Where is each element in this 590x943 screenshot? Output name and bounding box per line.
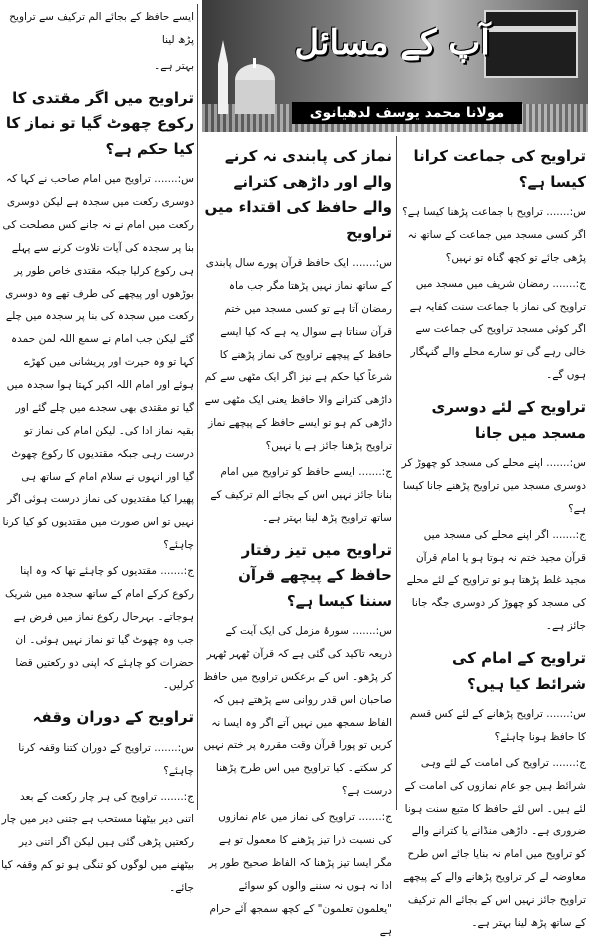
column-divider <box>197 4 198 810</box>
kaaba-band <box>486 26 576 32</box>
answer-text: ج:....... تراویح کی ہر چار رکعت کے بعد اتنی دیر بیٹھنا مستحب ہے جتنی دیر میں چار رکعتیں پڑھی گئی ہیں لیکن اگر اتنی دیر بیٹھنے میں لوگوں کو تنگی ہو تو کم وقفہ کیا جائے۔ <box>1 790 194 894</box>
mosque-minaret-icon <box>210 34 280 114</box>
answer-text: ج:....... مقتدیوں کو چاہئے تھا کہ وہ اپنا رکوع کرکے امام کے ساتھ سجدہ میں شریک ہوجاتے۔ بہرحال رکوع نماز میں فرض ہے جب وہ چھوٹ گیا تو نماز نہیں ہوئی۔ ان حضرات کو چاہئے کہ اپنی دو رکعتیں قضا کرلیں۔ <box>5 565 194 692</box>
question-heading: تراویح کی جماعت کرانا کیسا ہے؟ <box>413 147 586 191</box>
question-heading: تراویح میں تیز رفتار حافظ کے پیچھے قرآن سننا کیسا ہے؟ <box>238 540 392 610</box>
column-divider <box>396 136 397 810</box>
continued-text: ایسے حافظ کے بجائے الم ترکیف سے تراویح پڑھ لینا <box>9 11 194 46</box>
answer-text: ج:....... رمضان شریف میں مسجد میں تراویح کی نماز با جماعت سنت کفایہ ہے اگر کوئی مسجد تراویح کی جماعت سے خالی رہے گی تو سارے محلے والے گنہگار ہوں گے۔ <box>409 277 586 382</box>
middle-column <box>202 136 392 938</box>
column-banner <box>202 0 588 132</box>
right-column <box>400 136 586 929</box>
question-text: س:....... سورۂ مزمل کی ایک آیت کے ذریعہ تاکید کی گئی ہے کہ قرآن ٹھہر ٹھہر کر پڑھو۔ اس کے برعکس تراویح میں حافظ صاحبان اس قدر روانی سے پڑھتے ہیں کہ الفاظ سمجھ میں نہیں آتے اگر وہ ایسا نہ کریں تو پورا قرآن وقت مقررہ پر ختم نہیں کر سکتے۔ کیا تراویح میں اس طرح پڑھنا درست ہے؟ <box>203 625 392 798</box>
question-heading: نماز کی پابندی نہ کرنے والے اور داڑھی کترانے والے حافظ کی اقتداء میں تراویح <box>204 147 392 242</box>
question-text: س:....... ایک حافظ قرآن پورے سال پابندی کے ساتھ نماز نہیں پڑھتا مگر جب ماہ رمضان آتا ہے تو کسی مسجد میں ختم قرآن سناتا ہے سوال یہ ہے کہ کیا ایسے حافظ کے پیچھے تراویح کی نماز پڑھنے کا شرعاً کیا حکم ہے نیز اگر ایک مٹھی سے کم داڑھی کترانے والا حافظ یعنی ایک مٹھی سے داڑھی کم ہو تو ایسے حافظ کے پیچھے نماز تراویح پڑھنا جائز ہے یا نہیں؟ <box>204 257 392 452</box>
answer-text: ج:....... ایسے حافظ کو تراویح میں امام بنانا جائز نہیں اس کے بجائے الم ترکیف کے ساتھ تراویح پڑھ لینا بہتر ہے۔ <box>210 465 392 524</box>
question-text: س:....... تراویح با جماعت پڑھنا کیسا ہے؟ اگر کسی مسجد میں جماعت کے ساتھ نہ پڑھی جائے تو کچھ گناہ تو نہیں؟ <box>402 206 586 264</box>
question-heading: تراویح میں اگر مقتدی کا رکوع چھوٹ گیا تو نماز کا کیا حکم ہے؟ <box>5 88 194 158</box>
answer-text: ج:....... تراویح کی امامت کے لئے وہی شرائط ہیں جو عام نمازوں کی امامت کے لئے ہیں۔ اس لئے حافظ کا متبع سنت ہونا ضروری ہے۔ داڑھی منڈانے یا کترانے والے کو تراویح میں امام نہ بنایا جائے اس طرح معاوضہ لے کر تراویح پڑھانے والے کے پیچھے تراویح جائز نہیں اس کے بجائے الم ترکیف کے ساتھ پڑھ لینا بہتر ہے۔ <box>403 756 586 929</box>
answer-text: ج:....... تراویح کی نماز میں عام نمازوں کی نسبت ذرا تیز پڑھنے کا معمول تو ہے مگر ایسا تیز پڑھنا کہ الفاظ صحیح طور پر ادا نہ ہوں نہ سننے والوں کو سوائے "یعلمون تعلمون" کے کچھ سمجھ آئے حرام ہے <box>208 811 392 938</box>
question-text: س:....... اپنے محلے کی مسجد کو چھوڑ کر دوسری مسجد میں تراویح پڑھنے جانا کیسا ہے؟ <box>401 457 586 515</box>
left-column <box>0 0 194 894</box>
banner-author: مولانا محمد یوسف لدھیانوی <box>292 102 522 124</box>
continued-text: بہتر ہے۔ <box>154 59 194 72</box>
question-text: س:....... تراویح کے دوران کتنا وقفہ کرنا چاہئے؟ <box>18 741 194 777</box>
answer-text: ج:....... اگر اپنے محلے کی مسجد میں قرآن مجید ختم نہ ہوتا ہو یا امام قرآن مجید غلط پڑھتا ہو تو تراویح کے لئے محلے کی مسجد کو چھوڑ کر دوسری جگہ جانا جائز ہے۔ <box>406 528 586 633</box>
question-text: س:....... تراویح میں امام صاحب نے کہا کہ دوسری رکعت میں سجدہ ہے لیکن دوسری رکعت میں امام نے نہ جانے کس مصلحت کی بنا پر سجدہ کی آیات تلاوت کرنے سے پہلے ہی رکوع کرلیا جبکہ مقتدی خاص طور پر بوڑھوں اور پیچھے کی طرف تھے وہ دوسری رکعت میں سجدہ کی بنا پر سجدہ میں چلے گئے لیکن جب امام نے سمع اللہ لمن حمدہ کہا تو وہ حیرت اور پریشانی میں کھڑے ہوئے اور امام اللہ اکبر کہتا ہوا سجدہ میں گیا تو مقتدی بھی سجدے میں چلے گئے اور بقیہ نماز ادا کی۔ لیکن امام کی نماز تو درست رہی جبکہ مقتدیوں کا رکوع چھوٹ گیا اور انہوں نے سلام امام کے ساتھ ہی پھیرا کیا مقتدیوں کی نماز درست ہوئی اگر نہیں تو اس صورت میں مقتدیوں کو کیا کرنا چاہئے؟ <box>2 173 194 552</box>
question-heading: تراویح کے دوران وقفہ <box>32 708 194 727</box>
kaaba-image <box>484 10 578 78</box>
question-text: س:....... تراویح پڑھانے کے لئے کس قسم کا حافظ ہونا چاہئے؟ <box>409 708 586 743</box>
banner-title: آپ کے مسائل <box>294 23 490 63</box>
question-heading: تراویح کے لئے دوسری مسجد میں جانا <box>431 398 586 442</box>
question-heading: تراویح کے امام کی شرائط کیا ہیں؟ <box>451 649 586 693</box>
